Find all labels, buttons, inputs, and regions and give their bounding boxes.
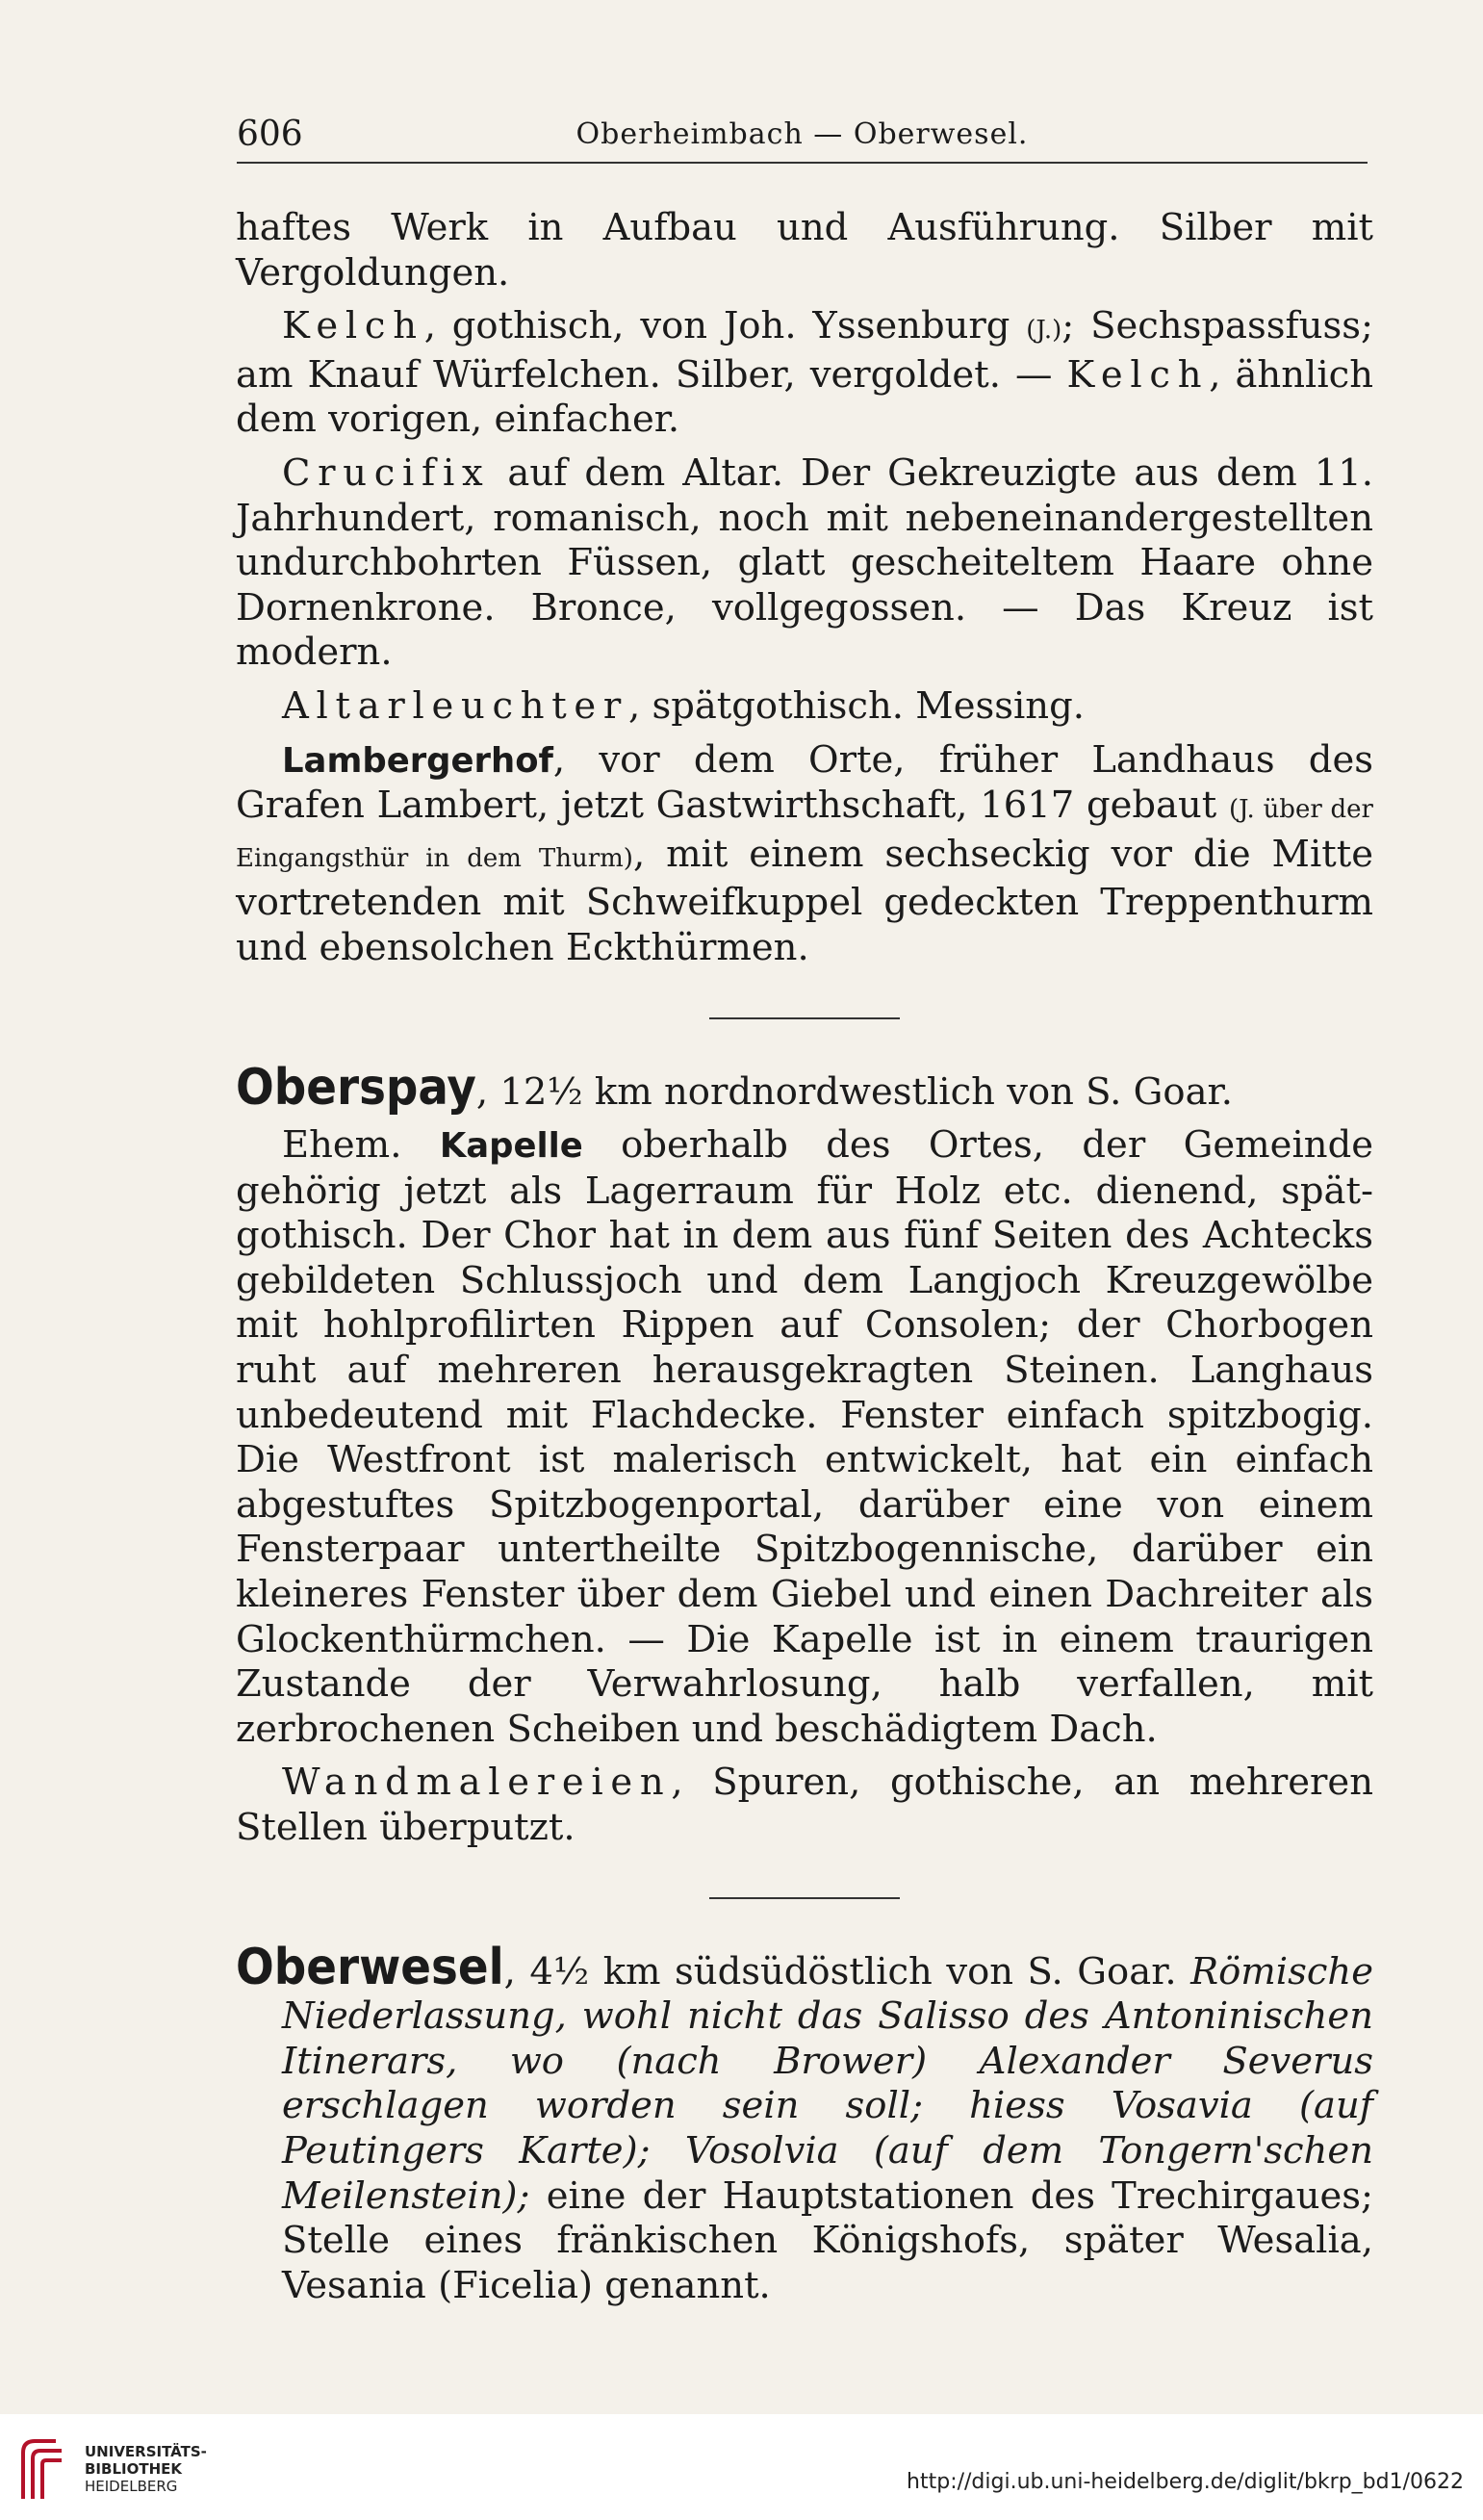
place-name-oberwesel: Oberwesel (236, 1938, 504, 1996)
section-divider (709, 1017, 900, 1019)
body-text (236, 206, 1373, 2308)
paragraph-text: ; Sechspassfuss; am Knauf Würfelchen. Silber, vergoldet. — (236, 304, 1373, 397)
paragraph-kapelle (236, 1123, 1373, 1752)
paragraph-text: , vor dem Orte, früher Landhaus des Grafen Lambert, jetzt Gastwirthschaft, 1617 gebaut (236, 737, 1373, 828)
paragraph-text: haftes Werk in Aufbau und Ausführung. Silber mit Vergoldungen. (236, 206, 1373, 295)
entry-heading-oberwesel (236, 1938, 1373, 2309)
library-name (85, 2443, 207, 2495)
paragraph-crucifix (236, 451, 1373, 676)
paragraph-text: oberhalb des Ortes, der Gemeinde gehörig jetzt als Lagerraum für Holz etc. dienend, spätgothisch. Der Chor hat in dem aus fünf Seiten des Achtecks gebildeten Schlussjoch und dem Langjoch Kreuzgewölbe mit hohlprofilirten Rippen auf Consolen; der Chorbogen ruht auf mehreren herausgekragten Steinen. Langhaus unbedeutend mit Flachdecke. Fenster einfach spitzbogig. Die Westfront ist malerisch entwickelt, hat ein einfach abgestuftes Spitzbogenportal, darüber eine von einem Fensterpaar untertheilte Spitzbogennische, darüber ein kleineres Fenster über dem Giebel und einen Dachreiter als Glockenthürmchen. — Die Kapelle ist in einem traurigen Zustande der Verwahrlosung, halb verfallen, mit zerbrochenen Scheiben und beschädigtem Dach. (236, 1123, 1373, 1751)
library-logo-icon (17, 2435, 67, 2503)
term-wandmalereien: Wandmalereien (282, 1761, 672, 1805)
entry-heading-oberspay (236, 1058, 1373, 1117)
distance-note: , 12½ km nordnordwestlich von S. Goar. (475, 1069, 1233, 1114)
library-name-line: UNIVERSITÄTS- (85, 2443, 207, 2460)
running-title: Oberheimbach — Oberwesel. (575, 117, 1029, 151)
library-name-line: BIBLIOTHEK (85, 2460, 182, 2478)
term-kelch: Kelch (282, 304, 424, 348)
paragraph-text: eine der Hauptstationen des Trechirgaues; Stelle eines fränkischen Königshofs, später Wesalia, Vesania (Ficelia) genannt. (282, 2173, 1373, 2307)
digitization-footer (0, 2414, 1483, 2520)
paragraph-continued (236, 206, 1373, 296)
term-kapelle: Kapelle (439, 1126, 583, 1167)
distance-note: , 4½ km südsüdöstlich von S. Goar. (503, 1949, 1191, 1993)
paragraph-lambergerhof (236, 738, 1373, 971)
page-number: 606 (237, 115, 303, 154)
paragraph-kelch (236, 304, 1373, 443)
running-head (237, 108, 1368, 164)
library-name-line: HEIDELBERG (85, 2478, 178, 2495)
paragraph-text: , spätgothisch. Messing. (627, 683, 1085, 728)
paragraph-text: auf dem Altar. Der Gekreuzigte aus dem 11. Jahrhundert, romanisch, noch mit nebeneinandergestellten undurchbohrten Füssen, glatt gescheiteltem Haare ohne Dornenkrone. Bronce, vollgegossen. — Das Kreuz ist modern. (236, 450, 1373, 675)
paragraph-altarleuchter (236, 684, 1373, 730)
paragraph-text: , ähnlich dem vorigen, einfacher. (236, 352, 1373, 442)
place-name-oberspay: Oberspay (236, 1058, 476, 1117)
term-altarleuchter: Altarleuchter (282, 683, 628, 728)
paragraph-text: , Spuren, gothische, an mehreren Stellen überputzt. (236, 1761, 1373, 1849)
paragraph-text: Ehem. (282, 1123, 440, 1168)
term-crucifix: Crucifix (282, 450, 491, 495)
term-kelch-2: Kelch (1066, 352, 1210, 397)
source-note: (J. über der Eingangsthür in dem Thurm) (236, 795, 1373, 873)
paragraph-text: , gothisch, von Joh. Yssenburg (423, 304, 1027, 348)
historical-note: Römische Niederlassung, wohl nicht das Salisso des Antoninischen Itinerars, wo (nach Brower) Alexander Severus erschlagen worden sein soll; hiess Vosavia (auf Peutingers Karte); Vosolvia (auf dem Tongern'schen Meilenstein); (282, 1949, 1373, 2218)
term-lambergerhof: Lambergerhof (282, 740, 553, 781)
source-note: (J.) (1026, 316, 1062, 346)
section-divider (709, 1897, 900, 1899)
paragraph-wandmalereien (236, 1761, 1373, 1850)
source-url-link[interactable]: http://digi.ub.uni-heidelberg.de/diglit/bkrp_bd1/0622 (907, 2470, 1464, 2494)
paragraph-text: , mit einem sechseckig vor die Mitte vortretenden mit Schweifkuppel gedeckten Treppenthurm und ebensolchen Eckthürmen. (236, 832, 1373, 969)
